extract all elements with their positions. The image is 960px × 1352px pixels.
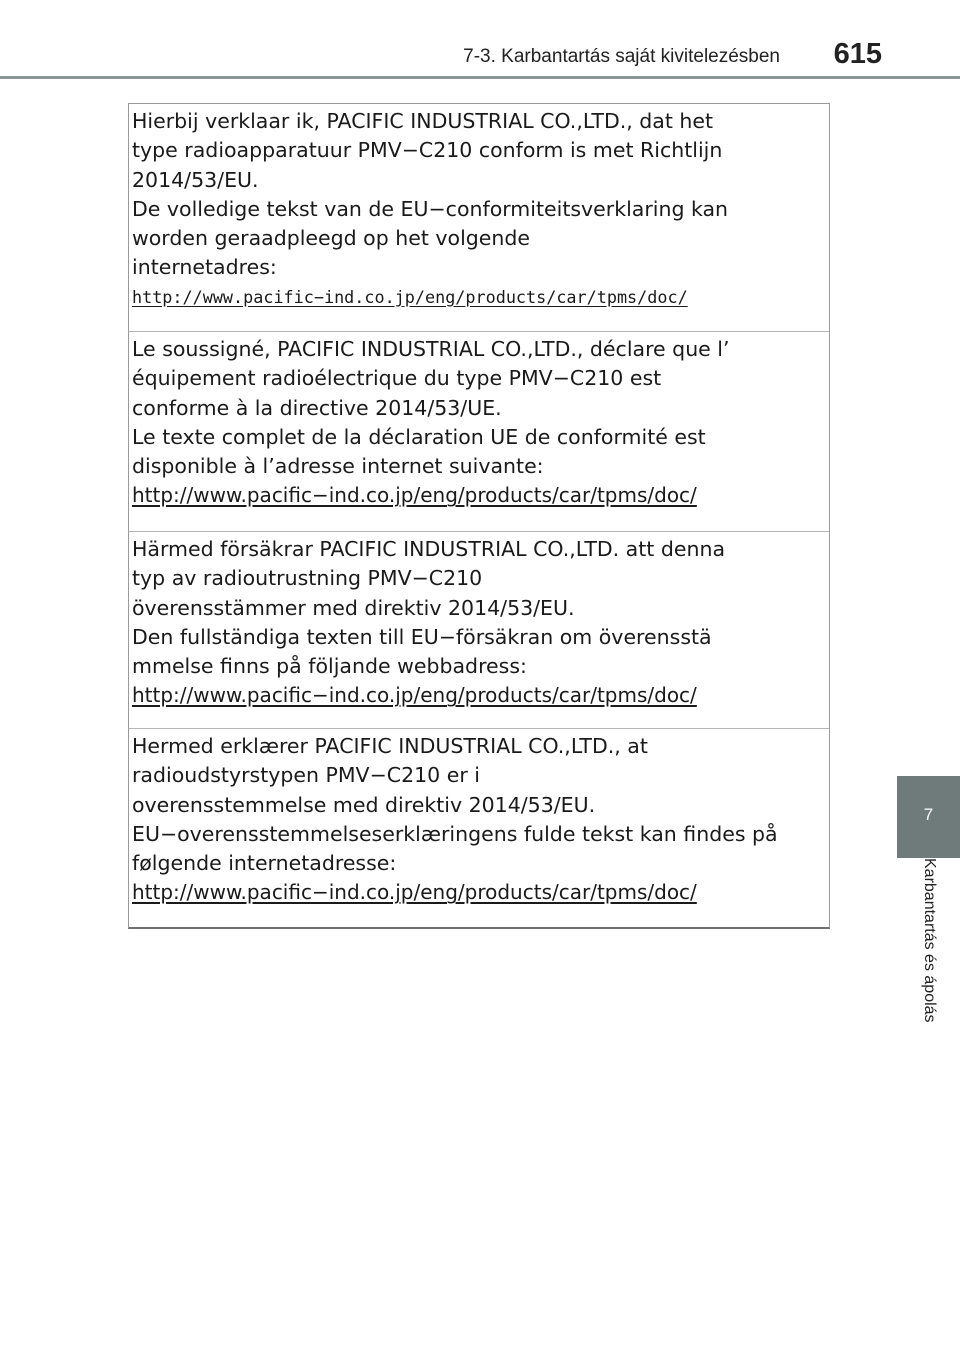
text-line: Den fullständiga texten till EU−försäkran om överensstä	[132, 624, 712, 649]
notice-section-swedish	[129, 532, 829, 729]
text-line: Le soussigné, PACIFIC INDUSTRIAL CO.,LTD., déclare que l’	[132, 337, 730, 361]
declaration-url-link[interactable]: http://www.pacific−ind.co.jp/eng/products/car/tpms/doc/	[132, 483, 697, 508]
text-line: disponible à l’adresse internet suivante:	[132, 454, 544, 479]
text-line: conforme à la directive 2014/53/UE.	[132, 395, 502, 420]
text-line: typ av radioutrustning PMV−C210	[132, 566, 483, 591]
text-line: Härmed försäkrar PACIFIC INDUSTRIAL CO.,LTD. att denna	[132, 537, 726, 561]
notice-section-french	[129, 332, 829, 532]
chapter-number: 7	[923, 805, 934, 824]
text-line: overensstemmelse med direktiv 2014/53/EU.	[132, 792, 596, 817]
text-line: équipement radioélectrique du type PMV−C210 est	[132, 366, 662, 391]
text-line: överensstämmer med direktiv 2014/53/EU.	[132, 595, 575, 620]
text-line: De volledige tekst van de EU−conformiteitsverklaring kan	[132, 196, 729, 221]
header-rule	[0, 76, 960, 79]
notice-text	[132, 335, 829, 511]
text-line: Hierbij verklaar ik, PACIFIC INDUSTRIAL CO.,LTD., dat het	[132, 109, 714, 133]
chapter-side-label	[897, 858, 960, 1088]
text-line: 2014/53/EU.	[132, 167, 259, 192]
notice-text	[132, 107, 829, 312]
text-line: type radioapparatuur PMV−C210 conform is met Richtlijn	[132, 138, 723, 163]
notice-section-dutch	[129, 104, 829, 332]
text-line: EU−overensstemmelseserklæringens fulde tekst kan findes på	[132, 821, 778, 846]
text-line: internetadres:	[132, 255, 277, 280]
text-line: worden geraadpleegd op het volgende	[132, 226, 531, 251]
declaration-url-link[interactable]: http://www.pacific−ind.co.jp/eng/products/car/tpms/doc/	[132, 683, 697, 708]
declaration-url-link[interactable]: http://www.pacific−ind.co.jp/eng/products/car/tpms/doc/	[132, 286, 688, 307]
text-line: følgende internetadresse:	[132, 851, 397, 876]
declaration-url-link[interactable]: http://www.pacific−ind.co.jp/eng/products/car/tpms/doc/	[132, 880, 697, 905]
chapter-label: Karbantartás és ápolás	[920, 858, 938, 1023]
chapter-tab	[897, 776, 960, 858]
text-line: mmelse finns på följande webbadress:	[132, 654, 527, 679]
text-line: Hermed erklærer PACIFIC INDUSTRIAL CO.,LTD., at	[132, 734, 648, 758]
conformity-notice-box	[128, 103, 830, 929]
running-header-title: 7-3. Karbantartás saját kivitelezésben	[463, 46, 780, 67]
notice-section-danish	[129, 729, 829, 926]
notice-text	[132, 535, 829, 711]
text-line: Le texte complet de la déclaration UE de conformité est	[132, 424, 706, 449]
notice-text	[132, 732, 829, 908]
text-line: radioudstyrstypen PMV−C210 er i	[132, 763, 480, 788]
page-number: 615	[833, 38, 882, 70]
